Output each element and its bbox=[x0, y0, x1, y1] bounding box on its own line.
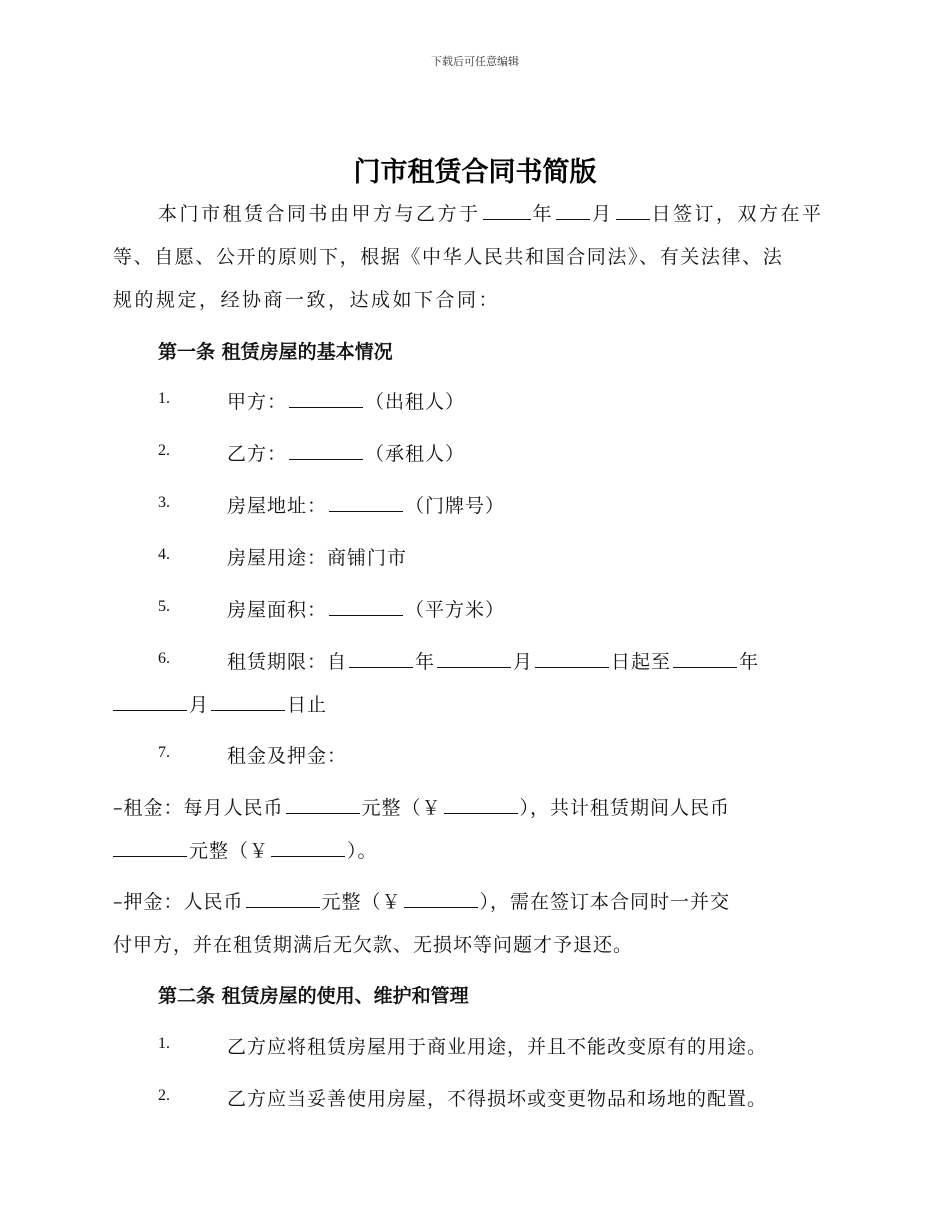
party-a-label: 甲方： bbox=[227, 391, 288, 413]
deposit-blank bbox=[246, 891, 320, 908]
item-number: 5. bbox=[158, 598, 170, 615]
area-label: 房屋面积： bbox=[227, 599, 328, 621]
party-a-blank bbox=[289, 391, 363, 408]
party-b-line bbox=[227, 439, 465, 466]
deposit-amount-blank bbox=[404, 891, 478, 908]
item-number: 3. bbox=[158, 494, 170, 511]
rent-deposit-heading: 租金及押金： bbox=[227, 745, 348, 767]
item-number: 2. bbox=[158, 1087, 170, 1104]
item-number: 1. bbox=[158, 390, 170, 407]
term-line-2 bbox=[113, 690, 327, 717]
party-b-blank bbox=[289, 443, 363, 460]
date-blank-year bbox=[483, 203, 531, 220]
document-title: 门市租赁合同书简版 bbox=[353, 157, 597, 188]
rent-text-b: 元整（￥ bbox=[361, 797, 442, 819]
address-line bbox=[227, 491, 505, 518]
rent-total-blank bbox=[113, 840, 187, 857]
area-suffix: （平方米） bbox=[405, 599, 506, 621]
item-number: 6. bbox=[158, 650, 170, 667]
intro-text-d: 日签订，双方在平 bbox=[651, 203, 824, 225]
party-b-label: 乙方： bbox=[227, 443, 288, 465]
address-label: 房屋地址： bbox=[227, 495, 328, 517]
usage-line: 房屋用途：商铺门市 bbox=[227, 547, 408, 569]
deposit-line-2: 付甲方，并在租赁期满后无欠款、无损坏等问题才予退还。 bbox=[113, 934, 634, 956]
term-start-year-blank bbox=[349, 651, 413, 668]
area-blank bbox=[329, 599, 403, 616]
rent-total-amount-blank bbox=[271, 840, 345, 857]
party-a-line bbox=[227, 387, 465, 414]
intro-line-2: 等、自愿、公开的原则下，根据《中华人民共和国合同法》、有关法律、法 bbox=[113, 246, 784, 268]
term-start-day-blank bbox=[535, 651, 609, 668]
item-number: 7. bbox=[158, 744, 170, 761]
rent-text-d: 元整（￥ bbox=[189, 840, 270, 862]
party-a-suffix: （出租人） bbox=[365, 391, 466, 413]
deposit-text-c: ），需在签订本合同时一并交 bbox=[479, 891, 731, 913]
intro-text-c: 月 bbox=[592, 203, 614, 225]
rent-text-e: ）。 bbox=[347, 840, 378, 862]
deposit-text-b: 元整（￥ bbox=[321, 891, 402, 913]
deposit-text-a: –押金：人民币 bbox=[113, 891, 244, 913]
term-text-m2: 月 bbox=[189, 694, 210, 716]
intro-text-b: 年 bbox=[532, 203, 555, 225]
area-line bbox=[227, 595, 505, 622]
date-blank-day bbox=[616, 203, 650, 220]
date-blank-month bbox=[556, 203, 590, 220]
item-number: 4. bbox=[158, 546, 170, 563]
term-text-d2: 日止 bbox=[287, 694, 328, 716]
rent-text-c: ），共计租赁期间人民币 bbox=[519, 797, 731, 819]
term-end-year-blank bbox=[673, 651, 737, 668]
intro-text-a: 本门市租赁合同书由甲方与乙方于 bbox=[158, 203, 481, 225]
section-2-heading: 第二条 租赁房屋的使用、维护和管理 bbox=[158, 985, 469, 1007]
term-end-month-blank bbox=[113, 694, 187, 711]
party-b-suffix: （承租人） bbox=[365, 443, 466, 465]
rent-line-2 bbox=[113, 836, 378, 863]
address-suffix: （门牌号） bbox=[405, 495, 506, 517]
term-text-m1: 月 bbox=[513, 651, 534, 673]
term-start-month-blank bbox=[437, 651, 511, 668]
deposit-line-1 bbox=[113, 887, 730, 914]
section-2-item-2: 乙方应当妥善使用房屋，不得损坏或变更物品和场地的配置。 bbox=[227, 1088, 768, 1110]
term-text-d1: 日起至 bbox=[611, 651, 672, 673]
rent-monthly-amount-blank bbox=[444, 797, 518, 814]
section-2-item-1: 乙方应将租赁房屋用于商业用途，并且不能改变原有的用途。 bbox=[227, 1036, 768, 1058]
intro-line-1 bbox=[158, 199, 824, 226]
intro-line-3: 规的规定，经协商一致，达成如下合同： bbox=[113, 289, 501, 311]
term-label: 租赁期限：自 bbox=[227, 651, 348, 673]
item-number: 1. bbox=[158, 1035, 170, 1052]
rent-text-a: –租金：每月人民币 bbox=[113, 797, 284, 819]
header-note: 下载后可任意编辑 bbox=[431, 55, 519, 68]
item-number: 2. bbox=[158, 442, 170, 459]
rent-monthly-blank bbox=[286, 797, 360, 814]
term-end-day-blank bbox=[211, 694, 285, 711]
term-text-y2: 年 bbox=[739, 651, 760, 673]
term-line-1 bbox=[227, 647, 759, 674]
rent-line-1 bbox=[113, 793, 730, 820]
address-blank bbox=[329, 495, 403, 512]
term-text-y1: 年 bbox=[415, 651, 436, 673]
section-1-heading: 第一条 租赁房屋的基本情况 bbox=[158, 341, 393, 363]
